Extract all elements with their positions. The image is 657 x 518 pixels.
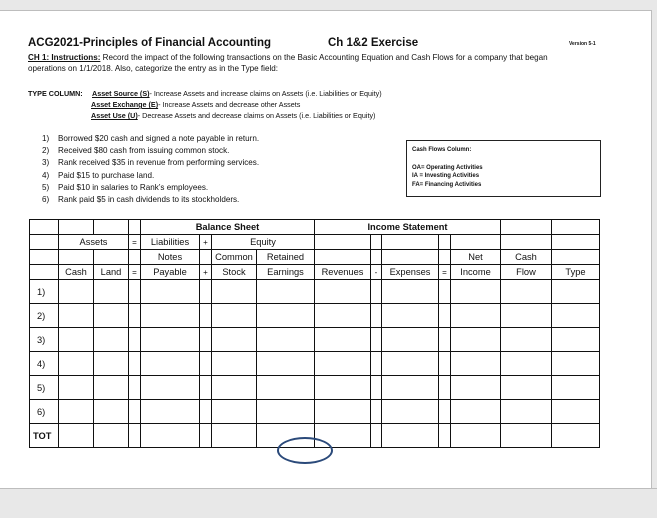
table-cell	[371, 328, 382, 352]
table-cell	[200, 400, 212, 424]
table-cell[interactable]	[257, 328, 315, 352]
balance-sheet-header: Balance Sheet	[141, 220, 315, 235]
table-cell	[439, 250, 451, 265]
table-cell[interactable]	[59, 424, 94, 448]
window-right-frame	[651, 10, 657, 488]
window-bottom-frame	[0, 488, 657, 518]
table-cell	[30, 265, 59, 280]
revenues-column-header: Revenues	[315, 265, 371, 280]
table-cell[interactable]	[212, 424, 257, 448]
table-cell	[371, 304, 382, 328]
table-cell: 4)	[30, 352, 59, 376]
table-cell[interactable]	[94, 328, 129, 352]
window-top-frame	[0, 0, 657, 11]
transaction-number: 4)	[42, 170, 50, 180]
accounting-equation-table	[29, 219, 600, 448]
table-cell[interactable]	[315, 280, 371, 304]
instructions-label: CH 1: Instructions:	[28, 53, 101, 62]
table-row	[30, 376, 600, 400]
table-cell	[439, 400, 451, 424]
version-label: Version 5-1	[569, 41, 596, 47]
table-cell: Retained	[257, 250, 315, 265]
type-column-header: Type	[552, 265, 600, 280]
transaction-text: Rank received $35 in revenue from performing services.	[58, 158, 260, 168]
chapter-label: Ch 1&2 Exercise	[328, 37, 419, 49]
table-cell	[371, 280, 382, 304]
type-row-source	[28, 88, 628, 99]
instructions-line-2: operations on 1/1/2018. Also, categorize the entry as in the Type field:	[28, 64, 279, 73]
transaction-number: 3)	[42, 158, 50, 168]
cash-flow-item: OA= Operating Activities	[412, 164, 483, 171]
table-cell	[200, 280, 212, 304]
transaction-text: Rank paid $5 in cash dividends to its stockholders.	[58, 195, 240, 205]
table-cell[interactable]	[212, 400, 257, 424]
table-cell: 6)	[30, 400, 59, 424]
instructions	[28, 52, 628, 74]
list-item	[42, 145, 259, 157]
table-cell	[382, 235, 439, 250]
table-cell[interactable]	[212, 376, 257, 400]
table-cell[interactable]	[382, 280, 439, 304]
table-cell	[371, 400, 382, 424]
table-cell	[94, 220, 129, 235]
transaction-text: Paid $10 in salaries to Rank’s employees.	[58, 182, 209, 192]
table-cell[interactable]	[94, 304, 129, 328]
table-cell: 2)	[30, 304, 59, 328]
table-cell	[129, 220, 141, 235]
table-row	[30, 352, 600, 376]
table-cell[interactable]	[141, 328, 200, 352]
table-cell	[129, 250, 141, 265]
table-cell[interactable]	[552, 424, 600, 448]
transaction-number: 1)	[42, 134, 50, 143]
type-term: Asset Exchange (E)	[91, 100, 159, 109]
table-cell[interactable]	[141, 400, 200, 424]
table-cell[interactable]	[315, 352, 371, 376]
type-column-legend	[28, 88, 628, 121]
table-cell[interactable]	[501, 400, 552, 424]
table-cell[interactable]	[212, 280, 257, 304]
table-cell[interactable]	[141, 352, 200, 376]
table-cell[interactable]	[451, 376, 501, 400]
table-cell[interactable]	[257, 376, 315, 400]
table-cell	[129, 376, 141, 400]
instructions-line-1: Record the impact of the following transactions on the Basic Accounting Equation and Cash Flows for a company that began	[100, 53, 548, 62]
table-cell[interactable]	[59, 400, 94, 424]
table-cell	[30, 250, 59, 265]
table-cell[interactable]	[382, 352, 439, 376]
earnings-column-header: Earnings	[257, 265, 315, 280]
table-cell	[59, 250, 94, 265]
table-cell[interactable]	[141, 376, 200, 400]
table-cell	[501, 235, 552, 250]
table-cell	[439, 352, 451, 376]
transaction-list	[42, 133, 259, 206]
table-cell[interactable]	[552, 400, 600, 424]
table-cell[interactable]	[141, 280, 200, 304]
table-cell	[200, 352, 212, 376]
table-cell	[129, 304, 141, 328]
table-cell: Cash	[501, 250, 552, 265]
table-cell[interactable]	[501, 352, 552, 376]
total-label: TOT	[30, 424, 59, 448]
table-cell[interactable]	[315, 400, 371, 424]
table-cell	[371, 424, 382, 448]
income-column-header: Income	[451, 265, 501, 280]
liabilities-header: Liabilities	[141, 235, 200, 250]
table-cell: 3)	[30, 328, 59, 352]
cash-flow-item: IA = Investing Activities	[412, 173, 480, 180]
table-cell[interactable]	[257, 352, 315, 376]
table-cell[interactable]	[451, 424, 501, 448]
table-cell: =	[129, 265, 141, 280]
table-cell	[371, 235, 382, 250]
transaction-text: Received $80 cash from issuing common stock.	[58, 146, 230, 156]
table-cell	[129, 328, 141, 352]
table-cell	[200, 304, 212, 328]
table-cell	[315, 235, 371, 250]
table-cell[interactable]	[94, 424, 129, 448]
table-cell[interactable]	[59, 304, 94, 328]
table-cell	[59, 220, 94, 235]
table-cell[interactable]	[552, 376, 600, 400]
table-cell[interactable]	[315, 328, 371, 352]
cash-flows-legend	[406, 140, 601, 197]
table-cell	[439, 235, 451, 250]
table-header-row	[30, 220, 600, 235]
table-cell[interactable]	[382, 304, 439, 328]
table-cell	[129, 280, 141, 304]
list-item	[42, 194, 259, 206]
table-cell[interactable]	[552, 352, 600, 376]
table-cell	[129, 424, 141, 448]
table-cell	[30, 220, 59, 235]
table-cell	[501, 220, 552, 235]
type-desc: - Increase Assets and increase claims on Assets (i.e. Liabilities or Equity)	[149, 89, 382, 98]
expenses-column-header: Expenses	[382, 265, 439, 280]
table-cell[interactable]	[257, 400, 315, 424]
table-cell: =	[439, 265, 451, 280]
table-cell[interactable]	[94, 376, 129, 400]
table-cell[interactable]	[315, 304, 371, 328]
table-cell[interactable]	[501, 328, 552, 352]
table-row	[30, 304, 600, 328]
transaction-text: Borrowed $20 cash and signed a note payable in return.	[58, 134, 260, 143]
header	[28, 37, 628, 51]
table-cell[interactable]	[59, 376, 94, 400]
table-cell	[371, 352, 382, 376]
table-cell	[439, 424, 451, 448]
table-cell[interactable]	[315, 376, 371, 400]
table-cell[interactable]	[59, 280, 94, 304]
table-cell	[552, 250, 600, 265]
table-cell: Notes	[141, 250, 200, 265]
table-cell[interactable]	[141, 424, 200, 448]
table-cell[interactable]	[382, 424, 439, 448]
table-cell[interactable]	[382, 376, 439, 400]
type-row-exchange	[28, 99, 628, 110]
table-cell	[439, 304, 451, 328]
highlight-circle-annotation	[277, 437, 333, 464]
list-item	[42, 133, 259, 145]
flow-column-header: Flow	[501, 265, 552, 280]
table-row	[30, 400, 600, 424]
table-row	[30, 280, 600, 304]
table-cell	[552, 235, 600, 250]
payable-column-header: Payable	[141, 265, 200, 280]
table-row	[30, 328, 600, 352]
table-cell[interactable]	[501, 376, 552, 400]
table-header-row	[30, 265, 600, 280]
table-cell[interactable]	[451, 400, 501, 424]
table-cell[interactable]	[94, 400, 129, 424]
table-cell	[200, 250, 212, 265]
table-cell[interactable]	[552, 328, 600, 352]
table-cell	[451, 235, 501, 250]
list-item	[42, 157, 259, 169]
table-cell	[439, 280, 451, 304]
table-cell	[439, 376, 451, 400]
table-cell[interactable]	[59, 352, 94, 376]
table-cell	[439, 328, 451, 352]
list-item	[42, 170, 259, 182]
transaction-number: 2)	[42, 146, 50, 156]
table-cell: -	[371, 265, 382, 280]
transaction-number: 5)	[42, 182, 50, 192]
cash-column-header: Cash	[59, 265, 94, 280]
table-cell[interactable]	[451, 304, 501, 328]
stock-column-header: Stock	[212, 265, 257, 280]
table-cell[interactable]	[501, 280, 552, 304]
table-cell	[552, 220, 600, 235]
land-column-header: Land	[94, 265, 129, 280]
cash-flows-title: Cash Flows Column:	[412, 147, 472, 153]
cash-flow-item: FA= Financing Activities	[412, 181, 482, 188]
table-cell[interactable]	[382, 400, 439, 424]
page-title: ACG2021-Principles of Financial Accounting	[28, 37, 272, 49]
table-cell	[315, 250, 371, 265]
table-cell[interactable]	[501, 304, 552, 328]
table-header-row	[30, 250, 600, 265]
table-cell[interactable]	[212, 352, 257, 376]
table-cell[interactable]	[451, 280, 501, 304]
transaction-text: Paid $15 to purchase land.	[58, 170, 155, 180]
table-cell	[200, 376, 212, 400]
type-term: Asset Source (S)	[92, 89, 150, 98]
table-cell[interactable]	[212, 328, 257, 352]
table-cell[interactable]	[382, 328, 439, 352]
table-cell[interactable]	[552, 304, 600, 328]
table-cell: Net	[451, 250, 501, 265]
table-cell: +	[200, 235, 212, 250]
table-cell: Common	[212, 250, 257, 265]
type-term: Asset Use (U)	[91, 111, 138, 120]
table-cell[interactable]	[141, 304, 200, 328]
type-column-label: TYPE COLUMN:	[28, 89, 83, 98]
table-cell	[94, 250, 129, 265]
table-cell	[129, 400, 141, 424]
table-cell[interactable]	[212, 304, 257, 328]
table-cell	[371, 376, 382, 400]
table-cell[interactable]	[501, 424, 552, 448]
table-cell	[382, 250, 439, 265]
type-row-use	[28, 110, 628, 121]
table-cell[interactable]	[94, 280, 129, 304]
table-cell[interactable]	[451, 328, 501, 352]
table-cell: +	[200, 265, 212, 280]
table-cell[interactable]	[257, 304, 315, 328]
table-cell	[371, 250, 382, 265]
type-desc: - Increase Assets and decrease other Assets	[158, 100, 301, 109]
table-cell[interactable]	[94, 352, 129, 376]
table-cell	[200, 424, 212, 448]
table-cell	[129, 352, 141, 376]
table-cell[interactable]	[451, 352, 501, 376]
table-cell[interactable]	[257, 280, 315, 304]
income-statement-header: Income Statement	[315, 220, 501, 235]
transaction-number: 6)	[42, 195, 50, 205]
table-cell[interactable]	[552, 280, 600, 304]
table-cell: 1)	[30, 280, 59, 304]
equity-header: Equity	[212, 235, 315, 250]
table-header-row	[30, 235, 600, 250]
type-desc: - Decrease Assets and decrease claims on Assets (i.e. Liabilities or Equity)	[137, 111, 376, 120]
table-cell	[30, 235, 59, 250]
table-cell: =	[129, 235, 141, 250]
table-cell	[200, 328, 212, 352]
assets-header: Assets	[59, 235, 129, 250]
list-item	[42, 182, 259, 194]
table-cell[interactable]	[59, 328, 94, 352]
table-cell: 5)	[30, 376, 59, 400]
